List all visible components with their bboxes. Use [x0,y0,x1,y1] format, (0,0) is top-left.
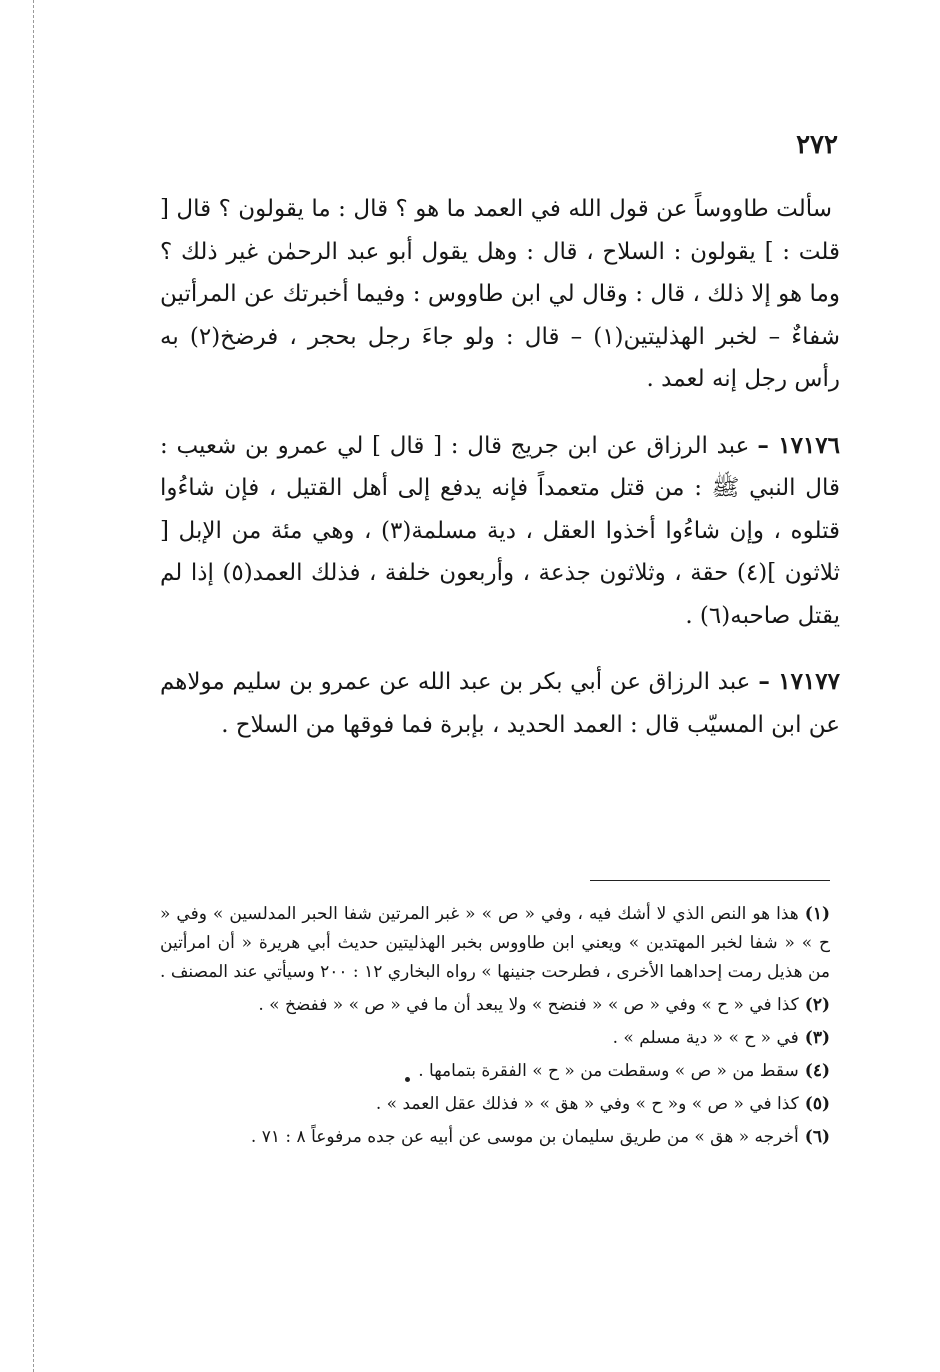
footnote-text: في « ح » « دية مسلم » . [612,1028,799,1048]
paragraph [160,188,840,401]
footnote-number: (١) [804,904,830,924]
footnote-text: سقط من « ص » وسقطت من « ح » الفقرة بتمامها . [418,1061,799,1081]
footnote-text: كذا في « ح » وفي « ص » « فنضح » ولا يبعد أن ما في « ص » « ففضخ » . [258,995,799,1015]
page-number: ٢٧٢ [796,130,838,160]
footnote-separator [590,880,830,881]
paragraph-text: عبد الرزاق عن أبي بكر بن عبد الله عن عمرو بن سليم مولاهم عن ابن المسيّب قال : العمد الحديد ، بإبرة فما فوقها من السلاح . [160,669,840,738]
hadith-number: ١٧١٧٧ – [758,668,840,695]
paragraph-text: عبد الرزاق عن ابن جريج قال : [ قال ] لي عمرو بن شعيب : قال النبي ﷺ : من قتل متعمداً فإنه يدفع إلى أهل القتيل ، فإن شاءُوا قتلوه ، وإن شاءُوا أخذوا العقل ، دية مسلمة(٣) ، وهي مئة من الإبل [ ثلاثون ](٤) حقة ، وثلاثون جذعة ، وأربعون خلفة ، فذلك العمد(٥) إذا لم يقتل صاحبه(٦) . [160,432,840,629]
ink-dot-mark [405,1077,410,1082]
footnote-text: كذا في « ص » و« ح » وفي « هق » « فذلك عقل العمد » . [375,1094,799,1114]
footnote [160,1123,830,1152]
paragraph [160,661,840,746]
paragraph-text: سألت طاووساً عن قول الله في العمد ما هو ؟ قال : ما يقولون ؟ قال [ قلت : ] يقولون : السلاح ، قال : وهل يقول أبو عبد الرحمٰن غير ذلك ؟ وما هو إلا ذلك ، قال : وقال لي ابن طاووس : وفيما أخبرتك عن المرأتين شفاءٌ – لخبر الهذليتين(١) – قال : ولو جاءَ رجل بحجر ، فرضخ(٢) به رأس رجل إنه لعمد . [160,196,840,392]
footnote-number: (٦) [804,1127,830,1147]
book-page [160,120,840,1320]
footnote-number: (٤) [804,1061,830,1081]
main-text [160,188,840,770]
footnote [160,1057,830,1086]
footnote-number: (٣) [804,1028,830,1048]
footnote [160,1024,830,1053]
footnote [160,991,830,1020]
footnote-number: (٥) [804,1094,830,1114]
footnote-number: (٢) [804,995,830,1015]
footnotes [160,900,830,1156]
footnote [160,900,830,987]
footnote-text: أخرجه « هق » من طريق سليمان بن موسى عن أبيه عن جده مرفوعاً ٨ : ٧١ . [250,1127,799,1147]
footnote [160,1090,830,1119]
hadith-number: ١٧١٧٦ – [757,431,840,459]
paragraph [160,425,840,638]
footnote-text: هذا هو النص الذي لا أشك فيه ، وفي « ص » « غبر المرتين شفا الحبر المدلسين » وفي « ح » « شفا لخبر المهتدين » ويعني ابن طاووس بخبر الهذليتين حديث أبي هريرة « أن امرأتين من هذيل رمت إحداهما الأخرى ، فطرحت جنينها » رواه البخاري ١٢ : ٢٠٠ وسيأتي عند المصنف . [160,904,830,982]
binding-edge-line [33,0,34,1372]
